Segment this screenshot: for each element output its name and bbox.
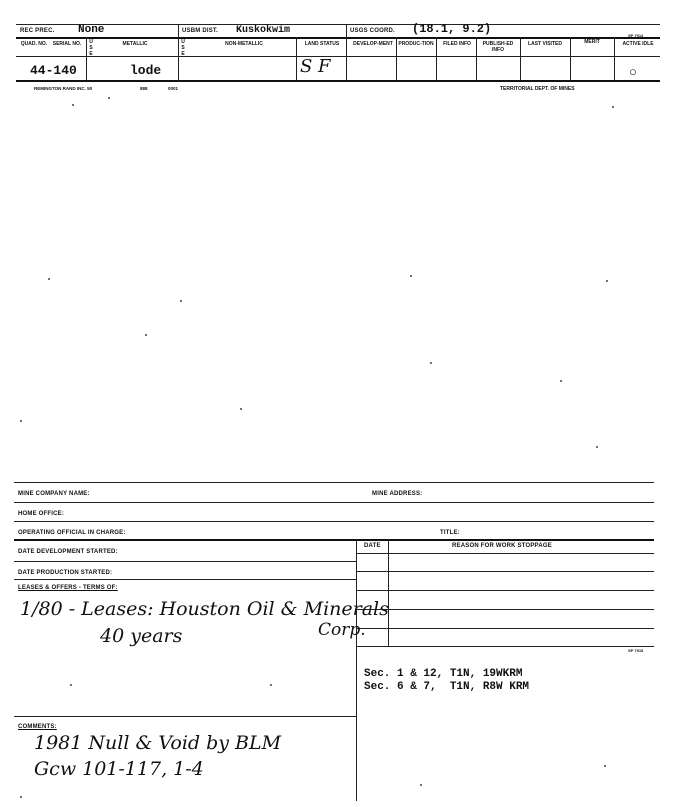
divider-col-7 [570, 37, 571, 81]
printer-code-2: 0001 [168, 86, 179, 91]
metallic-value: lode [130, 63, 162, 78]
header-bottom-rule [16, 37, 660, 39]
col-use-2: U S E [181, 39, 185, 57]
usbm-dist-label: USBM DIST. [182, 28, 219, 34]
stoppage-rule-1 [356, 553, 654, 554]
col-metallic: METALLIC [122, 41, 148, 47]
leases-offers-label: LEASES & OFFERS - TERMS OF: [18, 585, 118, 591]
col-filed-info: FILED INFO [443, 41, 471, 47]
col-active-idle: ACTIVE IDLE [622, 41, 654, 47]
divider-col-8 [614, 37, 615, 81]
usbm-dist-value: Kuskokwim [236, 25, 291, 36]
date-production-started-label: DATE PRODUCTION STARTED: [18, 570, 113, 576]
scan-speck [145, 334, 147, 336]
stoppage-date-header: DATE [364, 543, 381, 549]
rule-prod-started [14, 579, 356, 580]
stoppage-rule-3 [356, 590, 654, 591]
scan-speck [270, 684, 272, 686]
scan-speck [72, 104, 74, 106]
col-non-metallic: NON-METALLIC [225, 41, 263, 47]
scan-speck [70, 684, 72, 686]
lower-vertical-divider [356, 539, 357, 801]
divider-col-4 [436, 37, 437, 81]
location-line-2: Sec. 6 & 7, T1N, R8W KRM [364, 681, 530, 693]
stoppage-reason-header: REASON FOR WORK STOPPAGE [452, 543, 552, 549]
lower-form-top-rule [14, 482, 654, 483]
scan-speck [180, 300, 182, 302]
printer-code-1: 888 [140, 86, 148, 91]
leases-handwriting-line-1: 1/80 - Leases: Houston Oil & Minerals [20, 598, 389, 620]
usgs-coord-label: USGS COORD. [350, 28, 395, 34]
col-development: DEVELOP-MENT [353, 41, 393, 47]
col-use-1: U S E [89, 39, 93, 57]
location-line-1: Sec. 1 & 12, T1N, 19WKRM [364, 668, 523, 680]
col-quad-no: QUAD. NO. [20, 41, 48, 47]
comments-handwriting-line-1: 1981 Null & Void by BLM [34, 732, 282, 754]
stoppage-rule-2 [356, 571, 654, 572]
scan-speck [20, 796, 22, 798]
scan-speck [596, 446, 598, 448]
scan-speck [606, 280, 608, 282]
form-number-2: SP 7915 [628, 648, 644, 653]
col-published-info: PUBLISH-ED INFO [482, 41, 514, 53]
leases-handwriting-line-2: 40 years [100, 625, 183, 647]
active-idle-mark: ○ [629, 64, 637, 79]
mine-company-name-label: MINE COMPANY NAME: [18, 491, 90, 497]
stoppage-rule-6 [356, 646, 654, 647]
date-development-started-label: DATE DEVELOPMENT STARTED: [18, 549, 118, 555]
operating-official-label: OPERATING OFFICIAL IN CHARGE: [18, 530, 126, 536]
data-row-bottom-rule [16, 80, 660, 82]
mine-address-label: MINE ADDRESS: [372, 491, 423, 497]
scan-speck [240, 408, 242, 410]
form-number: SP 7914 [628, 33, 644, 38]
scan-speck [410, 275, 412, 277]
stoppage-date-divider [388, 539, 389, 647]
divider-col-6 [520, 37, 521, 81]
divider-usbm [178, 24, 179, 81]
rule-home-office [14, 521, 654, 522]
rec-prec-label: REC PREC. [20, 28, 55, 34]
scan-speck [48, 278, 50, 280]
scan-speck [560, 380, 562, 382]
rule-official [14, 539, 654, 541]
land-status-value: S F [300, 56, 331, 77]
department-imprint: TERRITORIAL DEPT. OF MINES [500, 86, 575, 92]
quad-serial-value: 44-140 [30, 63, 77, 78]
home-office-label: HOME OFFICE: [18, 511, 65, 517]
col-production: PRODUC-TION [398, 41, 434, 47]
rule-dev-started [14, 561, 356, 562]
scan-speck [108, 97, 110, 99]
scan-speck [20, 420, 22, 422]
divider-col-1 [86, 37, 87, 81]
divider-usgs [346, 24, 347, 81]
title-label: TITLE: [440, 530, 460, 536]
leases-handwriting-corp: Corp. [318, 620, 366, 640]
comments-label: COMMENTS: [18, 724, 57, 730]
column-header-rule [16, 56, 660, 57]
scan-speck [420, 784, 422, 786]
rule-company [14, 502, 654, 503]
printer-imprint: REMINGTON RAND INC. 50 [34, 86, 93, 91]
col-serial-no: SERIAL NO. [52, 41, 82, 47]
col-last-visited: LAST VISITED [528, 41, 562, 47]
col-merit: MERIT [584, 39, 600, 45]
stoppage-rule-5 [356, 628, 654, 629]
comments-handwriting-line-2: Gcw 101-117, 1-4 [34, 758, 204, 780]
col-land-status: LAND STATUS [304, 41, 340, 47]
scan-speck [604, 765, 606, 767]
divider-col-5 [476, 37, 477, 81]
rec-prec-value: None [78, 24, 105, 36]
scan-speck [612, 106, 614, 108]
stoppage-rule-4 [356, 609, 654, 610]
divider-col-3 [396, 37, 397, 81]
usgs-coord-value: (18.1, 9.2) [412, 22, 492, 36]
header-top-rule [16, 24, 660, 25]
scan-speck [430, 362, 432, 364]
rule-comments [14, 716, 356, 717]
divider-col-2 [296, 37, 297, 81]
